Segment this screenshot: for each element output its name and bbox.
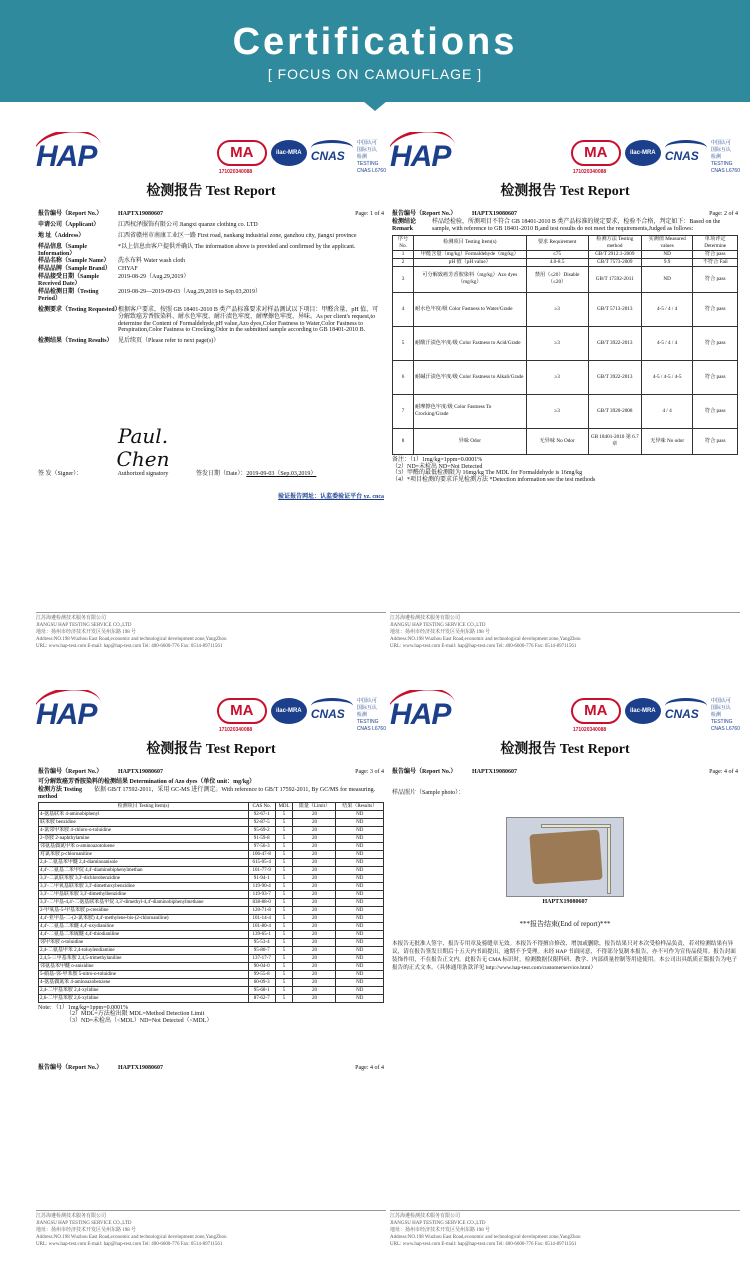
table-row: 3,3'-二甲基联苯胺 3,3'-dimethylbenzidine 119-93-7 5 20 ND	[39, 890, 384, 898]
hap-logo: HAP	[36, 698, 96, 733]
ilac-logo: ilac-MRA	[271, 140, 307, 166]
table-row: 1 甲醛含量（mg/kg）Formaldehyde（mg/kg） ≤75 GB/T 2912.1-2009 ND 符合 pass	[393, 250, 738, 258]
table-row: 4,4'-二氨基二苯甲烷 4,4'-diaminobiphenylmethan 101-77-9 5 20 ND	[39, 866, 384, 874]
table-row: 3,3'-二甲基-4,4'-二氨基联苯基甲烷 3,3'-dimethyl-4,4'-diaminobiphenylmethane 838-88-0 5 20 ND	[39, 898, 384, 906]
ilac-logo: ilac-MRA	[625, 698, 661, 724]
table-row: 2,6-二甲基苯胺 2,6-xylidine 87-62-7 5 20 ND	[39, 994, 384, 1002]
cert-logos: MA 171020340088 ilac-MRA CNAS 中国认可 国际互认 检测 TESTING CNAS L6760	[218, 698, 386, 733]
signature: Paul. Chen	[116, 424, 170, 472]
cnas-caption: 中国认可 国际互认 检测 TESTING CNAS L6760	[356, 698, 386, 732]
table-row: 2,4-二甲基苯胺 2,4-xylidine 95-68-1 5 20 ND	[39, 986, 384, 994]
table-row: 3,3'-二氯联苯胺 3,3'-dichlorobenzidine 91-94-1 5 20 ND	[39, 874, 384, 882]
table-row: 2-萘胺 2-naphthylamine 91-59-8 5 20 ND	[39, 834, 384, 842]
report-title: 检测报告 Test Report	[146, 184, 276, 199]
table-row: 2,4-二氨基苯甲醚 2,4-diaminoanisole 615-05-4 5 20 ND	[39, 858, 384, 866]
azo-table: 检测项目 Testing Item(s) CAS No. MDL 限量（Limit） 结果（Results） 4-氨基联苯 4-aminobiphenyl 92-67-1 5 20 ND 联苯胺 benzidine 92-87-5 5 20 ND 4-氯邻甲苯胺 4-chloro-o-toluidine 95-69-2 5 20 ND 2-萘胺 2-naphthylamine 91-59-8 5 20 ND 邻氨基偶氮甲苯 o-aminoazotoluene 97-56-3 5 20 ND 对氯苯胺 p-chloroaniline 106-47-8 5 20 ND 2,4-二氨基苯甲醚 2,4-diaminoanisole 615-05-4 5 20 ND 4,4'-二氨基二苯甲烷 4,4'-diaminobiphenylmethan 101-77-9 5 20 ND 3,3'-二氯联苯胺 3,3'-dichlorobenzidine 91-94-1 5 20 ND 3,3'-二甲氧基联苯胺 3,3'-dimethoxybenzidine 119-90-4 5 20 ND 3,3'-二甲基联苯胺 3,3'-dimethylbenzidine 119-93-7 5 20 ND 3,3'-二甲基-4,4'-二氨基联苯基甲烷 3,3'-dimethyl-4,4'-diaminobiphenylmethane 838-88-0 5 20 ND 2-甲氧基-5-甲基苯胺 p-cresidine 120-71-8 5 20 ND 4,4'-亚甲基-二-(2-氯苯胺) 4,4'-methylene-bis-(2-chloroaniline) 101-14-4 5 20 ND 4,4'-二氨基二苯醚 4,4'-oxydianiline 101-80-4 5 20 ND 4,4'-二氨基二苯硫醚 4,4'-thiodianiline 139-65-1 5 20 ND 邻甲苯胺 o-toluidine 95-53-4 5 20 ND 2,4-二氨基甲苯 2,4-toluylendiamine 95-80-7 5 20 ND 2,4,5-三甲基苯胺 2,4,5-trimethylaniline 137-17-7 5 20 ND 邻氨基苯甲醚 o-anisidine 90-04-0 5 20 ND 5-硝基-邻-甲苯胺 5-nitro-o-toluidine 99-55-8 5 20 ND 4-氨基偶氮苯 4-aminoazobenzene 60-09-3 5 20 ND 2,4-二甲基苯胺 2,4-xylidine 95-68-1 5 20 ND 2,6-二甲基苯胺 2,6-xylidine 87-62-7 5 20 ND	[38, 802, 384, 1003]
report-footer: 江苏海遴检测技术服务有限公司 JIANGSU HAP TESTING SERVICE CO.,LTD 地址：扬州市经济技术开发区吴州东路 198 号 Address:NO.198 Wuzhou East Road,economic and technological development zone,YangZhou URL: www.hap-test.com E-mail: hap@hap-test.com Tel: 400-6600-776 Fax: 0514-89711561	[36, 1210, 386, 1248]
notes: Note: （1）1mg/kg=1ppm=0.0001% （2）MDL=方法检出限 MDL=Method Detection Limit （3）ND=未检出（<MDL）ND=Not Detected（<MDL）	[38, 1004, 213, 1025]
statement: 本报告无批准人签字、报告专用章及骑缝章无效。本报告不得擅自修改、增加或删除，报告结果只对本次受检样品负责，若对检测结果有异议，请在报告签发日期后十五天内书面提出，逾期不予受理。未经 HAP 书面同意，不得部分复制本报告，亦不可作为宣传品使用。报告封面装饰作用，不在报告正文内。此报告无 CMA 标识时，检测数据仅限科研、教学、内部质量控制等用途使用。本公司出具纸质正版报告为电子报告的正式文本。（具体通用条款详见 http://www.hap-test.com/customerservice.html）	[392, 940, 738, 971]
table-row: 2 pH 值（pH value） 4.0-8.5 GB/T 7573-2009 9.9 不符合 Fail	[393, 258, 738, 266]
table-row: 邻甲苯胺 o-toluidine 95-53-4 5 20 ND	[39, 938, 384, 946]
table-row: 5-硝基-邻-甲苯胺 5-nitro-o-toluidine 99-55-8 5 20 ND	[39, 970, 384, 978]
table-row: 对氯苯胺 p-chloroaniline 106-47-8 5 20 ND	[39, 850, 384, 858]
cnas-logo: CNAS	[665, 140, 707, 166]
cma-logo: MA	[571, 698, 621, 724]
notes: 备注：（1）1mg/kg=1ppm=0.0001% （2）ND=未检出 ND=Not Detected （3）甲醛的最低检测限为 16mg/kg The MDL for Formaldehyde is 16mg/kg （4）*项目检测的要求详见检测方法 *Detection information see the test methods	[392, 456, 596, 484]
cnas-caption: 中国认可 国际互认 检测 TESTING CNAS L6760	[356, 140, 386, 174]
report-page-4: HAP MA 171020340088 ilac-MRA CNAS 中国认可 国际互认 检测 TESTING CNAS L6760 检测报告 Test Report 报告编号（Report No.） HAPTX19080607 Page: 4 of 4 样品照片（Sample photo）： HAPTX19080607 ***报告结束(End of report)*** 本报告无批准人签字、报告专用章及骑缝章无效。本报告不得擅自修改、增加或删除，报告结果只对本次受检样品负责，若对检测结果有异议，请在报告签发日期后十五天内书面提出，逾期不予受理。未经 HAP 书面同意，不得部分复制本报告，亦不可作为宣传品使用。报告封面装饰作用，不在报告正文内。此报告无 CMA 标识时，检测数据仅限科研、教学、内部质量控制等用途使用。本公司出具纸质正版报告为电子报告的正式文本。（具体通用条款详见 http://www.hap-test.com/customerservice.html） 江苏海遴检测技术服务有限公司 JIANGSU HAP TESTING SERVICE CO.,LTD 地址：扬州市经济技术开发区吴州东路 198 号 Address:NO.198 Wuzhou East Road,economic and technological development zone,YangZhou URL: www.hap-test.com E-mail: hap@hap-test.com Tel: 400-6600-776 Fax: 0514-89711561	[390, 690, 740, 1250]
table-row: 4,4'-二氨基二苯醚 4,4'-oxydianiline 101-80-4 5 20 ND	[39, 922, 384, 930]
banner-notch	[363, 101, 387, 111]
sample-photo	[506, 817, 624, 897]
table-row: 4-氨基联苯 4-aminobiphenyl 92-67-1 5 20 ND	[39, 810, 384, 818]
table-row: 3 可分解致癌芳香胺染料（mg/kg）Azo dyes（mg/kg） 禁用（≤20）Disable（≤20） GB/T 17592-2011 ND 符合 pass	[393, 266, 738, 292]
table-row: 3,3'-二甲氧基联苯胺 3,3'-dimethoxybenzidine 119-90-4 5 20 ND	[39, 882, 384, 890]
ilac-logo: ilac-MRA	[271, 698, 307, 724]
hap-logo: HAP	[390, 140, 450, 175]
cma-logo: MA	[217, 698, 267, 724]
table-row: 4 耐水色牢度/级 Color Fastness to Water/Grade ≥3 GB/T 5713-2013 4-5 / 4 / 4 符合 pass	[393, 292, 738, 326]
banner-subtitle: [ FOCUS ON CAMOUFLAGE ]	[267, 66, 483, 82]
report-title: 检测报告 Test Report	[146, 742, 276, 757]
ilac-logo: ilac-MRA	[625, 140, 661, 166]
end-of-report: ***报告结束(End of report)***	[519, 919, 611, 928]
table-row: 7 耐摩擦色牢度/级 Color Fastness To Crocking/Grade ≥3 GB/T 3920-2008 4 / 4 符合 pass	[393, 394, 738, 428]
report-title: 检测报告 Test Report	[500, 184, 630, 199]
results-table: 序号 No. 检测项目 Testing Item(s) 要求 Requirement 检测方法 Testing method 实测值 Measured values 单项评定 Determine 1 甲醛含量（mg/kg）Formaldehyde（mg/kg） ≤75 GB/T 2912.1-2009 ND 符合 pass 2 pH 值（pH value） 4.0-8.5 GB/T 7573-2009 9.9 不符合 Fail 3 可分解致癌芳香胺染料（mg/kg）Azo dyes（mg/kg） 禁用（≤20）Disable（≤20） GB/T 17592-2011 ND 符合 pass 4 耐水色牢度/级 Color Fastness to Water/Grade ≥3 GB/T 5713-2013 4-5 / 4 / 4 符合 pass 5 耐酸汗渍色牢度/级 Color Fastness to Acid/Grade ≥3 GB/T 3922-2013 4-5 / 4 / 4 符合 pass 6 耐碱汗渍色牢度/级 Color Fastness to Alkali/Grade ≥3 GB/T 3922-2013 4-5 / 4-5 / 4-5 符合 pass 7 耐摩擦色牢度/级 Color Fastness To Crocking/Grade ≥3 GB/T 3920-2008 4 / 4 符合 pass 8 异味 Odor 无异味 No Odor GB 18401-2010 第 6.7 章 无异味 No odor 符合 pass	[392, 235, 738, 455]
report-page-3: HAP MA 171020340088 ilac-MRA CNAS 中国认可 国际互认 检测 TESTING CNAS L6760 检测报告 Test Report 报告编号（Report No.） HAPTX19080607 Page: 3 of 4 可分解致癌芳香胺染料的检测结果 Determination of Azo dyes（单位 unit：mg/kg） 检测方法 Testing method 依据 GB/T 17592-2011，采用 GC-MS 进行测定。With reference to GB/T 17592-2011, By GC/MS for measuring. 检测项目 Testing Item(s) CAS No. MDL 限量（Limit） 结果（Results） 4-氨基联苯 4-aminobiphenyl 92-67-1 5 20 ND 联苯胺 benzidine 92-87-5 5 20 ND 4-氯邻甲苯胺 4-chloro-o-toluidine 95-69-2 5 20 ND 2-萘胺 2-naphthylamine 91-59-8 5 20 ND 邻氨基偶氮甲苯 o-aminoazotoluene 97-56-3 5 20 ND 对氯苯胺 p-chloroaniline 106-47-8 5 20 ND 2,4-二氨基苯甲醚 2,4-diaminoanisole 615-05-4 5 20 ND 4,4'-二氨基二苯甲烷 4,4'-diaminobiphenylmethan 101-77-9 5 20 ND 3,3'-二氯联苯胺 3,3'-dichlorobenzidine 91-94-1 5 20 ND 3,3'-二甲氧基联苯胺 3,3'-dimethoxybenzidine 119-90-4 5 20 ND 3,3'-二甲基联苯胺 3,3'-dimethylbenzidine 119-93-7 5 20 ND 3,3'-二甲基-4,4'-二氨基联苯基甲烷 3,3'-dimethyl-4,4'-diaminobiphenylmethane 838-88-0 5 20 ND 2-甲氧基-5-甲基苯胺 p-cresidine 120-71-8 5 20 ND 4,4'-亚甲基-二-(2-氯苯胺) 4,4'-methylene-bis-(2-chloroaniline) 101-14-4 5 20 ND 4,4'-二氨基二苯醚 4,4'-oxydianiline 101-80-4 5 20 ND 4,4'-二氨基二苯硫醚 4,4'-thiodianiline 139-65-1 5 20 ND 邻甲苯胺 o-toluidine 95-53-4 5 20 ND 2,4-二氨基甲苯 2,4-toluylendiamine 95-80-7 5 20 ND 2,4,5-三甲基苯胺 2,4,5-trimethylaniline 137-17-7 5 20 ND 邻氨基苯甲醚 o-anisidine 90-04-0 5 20 ND 5-硝基-邻-甲苯胺 5-nitro-o-toluidine 99-55-8 5 20 ND 4-氨基偶氮苯 4-aminoazobenzene 60-09-3 5 20 ND 2,4-二甲基苯胺 2,4-xylidine 95-68-1 5 20 ND 2,6-二甲基苯胺 2,6-xylidine 87-62-7 5 20 ND Note: （1）1mg/kg=1ppm=0.0001% （2）MDL=方法检出限 MDL=Method Detection Limit （3）ND=未检出（<MDL）ND=Not Detected（<MDL） 报告编号（Report No.） HAPTX19080607 Page: 4 of 4 江苏海遴检测技术服务有限公司 JIANGSU HAP TESTING SERVICE CO.,LTD 地址：扬州市经济技术开发区吴州东路 198 号 Address:NO.198 Wuzhou East Road,economic and technological development zone,YangZhou URL: www.hap-test.com E-mail: hap@hap-test.com Tel: 400-6600-776 Fax: 0514-89711561	[36, 690, 386, 1250]
table-row: 4,4'-二氨基二苯硫醚 4,4'-thiodianiline 139-65-1 5 20 ND	[39, 930, 384, 938]
table-row: 4-氨基偶氮苯 4-aminoazobenzene 60-09-3 5 20 ND	[39, 978, 384, 986]
report-page-1: HAP MA 171020340088 ilac-MRA CNAS 中国认可 国际互认 检测 TESTING CNAS L6760 检测报告 Test Report 报告编号（Report No.） HAPTX19080607 Page: 1 of 4 申请公司（Applicant） 江西权泽服饰有限公司 Jiangxi quanze clothing co. LTD 地 址（Address） 江西省赣州市南康工业区一路 First road, nankang industrial zone, ganzhou city, jiangxi province 样品信息（Sample Information） *以上信息由客户提供并确认 The information above is provided and confirmed by the applicant. 样品名称（Sample Name） 洗水布料 Water wash cloth 样品品牌（Sample Brand） CHYAF 样品接受日期（Sample Received Date） 2019-08-29（Aug.29,2019） 样品检测日期（Testing Period） 2019-08-29—2019-09-03（Aug.29,2019 to Sep.03,2019） 检测要求（Testing Requested） 根据客户要求，按照 GB 18401-2010 B 类产品标准要求对样品测试以下项目：甲醛含量、pH 值、可分解致癌芳香胺染料、耐水色牢度、耐汗渍色牢度、耐摩擦色牢度、异味。As per client's request,to determine the Content of Formaldehyde,pH value,Azo dyes,Color Fastness to Water,Color Fastness to Perspiration,Color Fastness to Crocking,Odor in the submitted sample according to GB 18401-2010 B. 检测结果（Testing Results） 见后续页（Please refer to next page(s)） 签 发（Signer）： Paul. Chen Authorized signatory 签发日期（Date）： 2019-09-03（Sep.03,2019） 验证报告网址：认监委验证平台 yz. cnca 江苏海遴检测技术服务有限公司 JIANGSU HAP TESTING SERVICE CO.,LTD 地址：扬州市经济技术开发区吴州东路 198 号 Address:NO.198 Wuzhou East Road,economic and technological development zone,YangZhou URL: www.hap-test.com E-mail: hap@hap-test.com Tel: 400-6600-776 Fax: 0514-89711561	[36, 132, 386, 652]
table-row: 2,4,5-三甲基苯胺 2,4,5-trimethylaniline 137-17-7 5 20 ND	[39, 954, 384, 962]
cnas-logo: CNAS	[311, 698, 353, 724]
table-row: 联苯胺 benzidine 92-87-5 5 20 ND	[39, 818, 384, 826]
report-footer: 江苏海遴检测技术服务有限公司 JIANGSU HAP TESTING SERVICE CO.,LTD 地址：扬州市经济技术开发区吴州东路 198 号 Address:NO.198 Wuzhou East Road,economic and technological development zone,YangZhou URL: www.hap-test.com E-mail: hap@hap-test.com Tel: 400-6600-776 Fax: 0514-89711561	[36, 612, 386, 650]
table-row: 6 耐碱汗渍色牢度/级 Color Fastness to Alkali/Grade ≥3 GB/T 3922-2013 4-5 / 4-5 / 4-5 符合 pass	[393, 360, 738, 394]
hap-logo: HAP	[36, 140, 96, 175]
banner-title: Certifications	[232, 21, 518, 63]
cnas-logo: CNAS	[665, 698, 707, 724]
table-row: 4,4'-亚甲基-二-(2-氯苯胺) 4,4'-methylene-bis-(2-chloroaniline) 101-14-4 5 20 ND	[39, 914, 384, 922]
cert-logos: MA 171020340088 ilac-MRA CNAS 中国认可 国际互认 检测 TESTING CNAS L6760	[572, 140, 740, 175]
cma-logo: MA	[217, 140, 267, 166]
table-row: 2-甲氧基-5-甲基苯胺 p-cresidine 120-71-8 5 20 ND	[39, 906, 384, 914]
report-footer: 江苏海遴检测技术服务有限公司 JIANGSU HAP TESTING SERVICE CO.,LTD 地址：扬州市经济技术开发区吴州东路 198 号 Address:NO.198 Wuzhou East Road,economic and technological development zone,YangZhou URL: www.hap-test.com E-mail: hap@hap-test.com Tel: 400-6600-776 Fax: 0514-89711561	[390, 1210, 740, 1248]
cnas-logo: CNAS	[311, 140, 353, 166]
cnas-caption: 中国认可 国际互认 检测 TESTING CNAS L6760	[710, 698, 740, 732]
table-row: 邻氨基苯甲醚 o-anisidine 90-04-0 5 20 ND	[39, 962, 384, 970]
table-row: 2,4-二氨基甲苯 2,4-toluylendiamine 95-80-7 5 20 ND	[39, 946, 384, 954]
table-row: 4-氯邻甲苯胺 4-chloro-o-toluidine 95-69-2 5 20 ND	[39, 826, 384, 834]
photo-caption: HAPTX19080607	[542, 898, 588, 905]
table-row: 5 耐酸汗渍色牢度/级 Color Fastness to Acid/Grade ≥3 GB/T 3922-2013 4-5 / 4 / 4 符合 pass	[393, 326, 738, 360]
hap-logo: HAP	[390, 698, 450, 733]
report-footer: 江苏海遴检测技术服务有限公司 JIANGSU HAP TESTING SERVICE CO.,LTD 地址：扬州市经济技术开发区吴州东路 198 号 Address:NO.198 Wuzhou East Road,economic and technological development zone,YangZhou URL: www.hap-test.com E-mail: hap@hap-test.com Tel: 400-6600-776 Fax: 0514-89711561	[390, 612, 740, 650]
report-title: 检测报告 Test Report	[500, 742, 630, 757]
cert-logos: MA 171020340088 ilac-MRA CNAS 中国认可 国际互认 检测 TESTING CNAS L6760	[572, 698, 740, 733]
report-page-2: HAP MA 171020340088 ilac-MRA CNAS 中国认可 国际互认 检测 TESTING CNAS L6760 检测报告 Test Report 报告编号（Report No.） HAPTX19080607 Page: 2 of 4 检测结论 Remark 样品经检验，所测项目不符合 GB 18401-2010 B 类产品标准的规定要求，检验不合格，判定如下：Based on the sample, with reference to GB 18401-2010 B,and test results do not meet the requirements,Judged as follows: 序号 No. 检测项目 Testing Item(s) 要求 Requirement 检测方法 Testing method 实测值 Measured values 单项评定 Determine 1 甲醛含量（mg/kg）Formaldehyde（mg/kg） ≤75 GB/T 2912.1-2009 ND 符合 pass 2 pH 值（pH value） 4.0-8.5 GB/T 7573-2009 9.9 不符合 Fail 3 可分解致癌芳香胺染料（mg/kg）Azo dyes（mg/kg） 禁用（≤20）Disable（≤20） GB/T 17592-2011 ND 符合 pass 4 耐水色牢度/级 Color Fastness to Water/Grade ≥3 GB/T 5713-2013 4-5 / 4 / 4 符合 pass 5 耐酸汗渍色牢度/级 Color Fastness to Acid/Grade ≥3 GB/T 3922-2013 4-5 / 4 / 4 符合 pass 6 耐碱汗渍色牢度/级 Color Fastness to Alkali/Grade ≥3 GB/T 3922-2013 4-5 / 4-5 / 4-5 符合 pass 7 耐摩擦色牢度/级 Color Fastness To Crocking/Grade ≥3 GB/T 3920-2008 4 / 4 符合 pass 8 异味 Odor 无异味 No Odor GB 18401-2010 第 6.7 章 无异味 No odor 符合 pass 备注：（1）1mg/kg=1ppm=0.0001% （2）ND=未检出 ND=Not Detected （3）甲醛的最低检测限为 16mg/kg The MDL for Formaldehyde is 16mg/kg （4）*项目检测的要求详见检测方法 *Detection information see the test methods 江苏海遴检测技术服务有限公司 JIANGSU HAP TESTING SERVICE CO.,LTD 地址：扬州市经济技术开发区吴州东路 198 号 Address:NO.198 Wuzhou East Road,economic and technological development zone,YangZhou URL: www.hap-test.com E-mail: hap@hap-test.com Tel: 400-6600-776 Fax: 0514-89711561	[390, 132, 740, 652]
table-row: 8 异味 Odor 无异味 No Odor GB 18401-2010 第 6.7 章 无异味 No odor 符合 pass	[393, 428, 738, 454]
verify-link[interactable]: 验证报告网址：认监委验证平台 yz. cnca	[278, 494, 384, 501]
header-banner	[0, 0, 750, 102]
cnas-caption: 中国认可 国际互认 检测 TESTING CNAS L6760	[710, 140, 740, 174]
cert-logos: MA 171020340088 ilac-MRA CNAS 中国认可 国际互认 检测 TESTING CNAS L6760	[218, 140, 386, 175]
table-row: 邻氨基偶氮甲苯 o-aminoazotoluene 97-56-3 5 20 ND	[39, 842, 384, 850]
cma-logo: MA	[571, 140, 621, 166]
